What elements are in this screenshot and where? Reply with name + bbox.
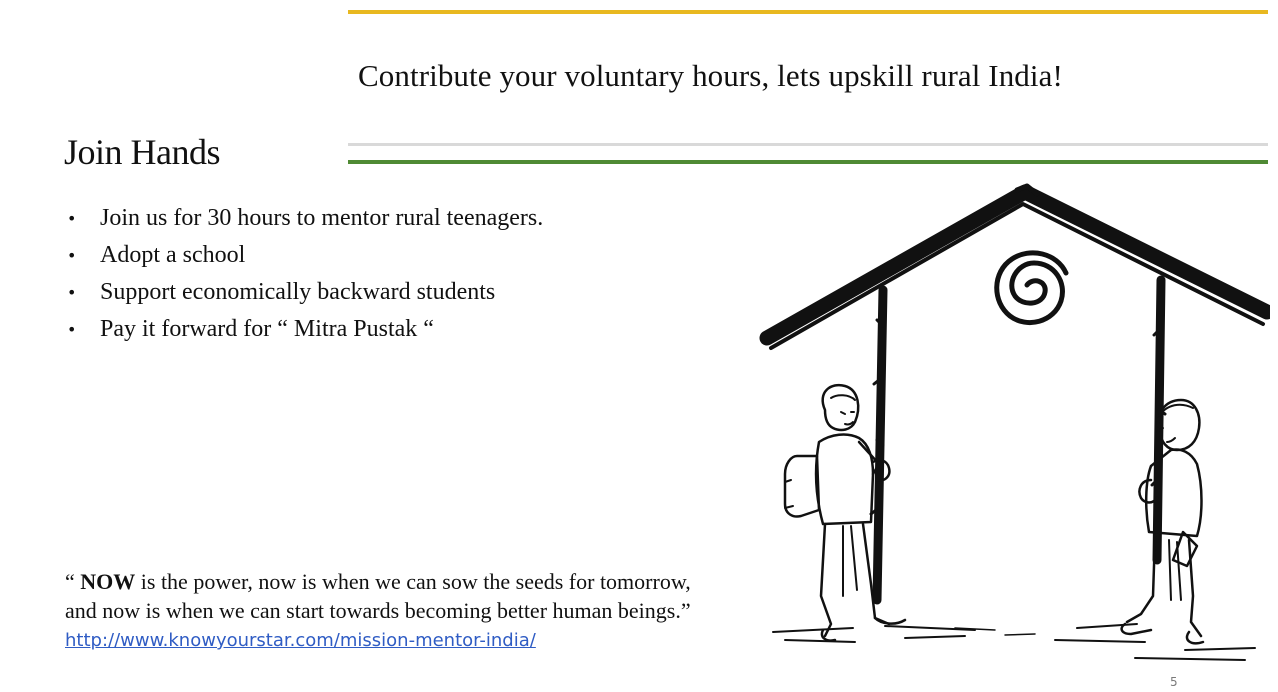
bullet-dot-icon: • xyxy=(67,246,77,265)
green-divider-rule xyxy=(348,160,1268,164)
house-sketch-icon xyxy=(755,180,1270,665)
slide-headline: Contribute your voluntary hours, lets upskill rural India! xyxy=(358,58,1063,93)
source-link[interactable]: http://www.knowyourstar.com/mission-mentor-india/ xyxy=(65,630,536,651)
gray-divider-rule xyxy=(348,143,1268,146)
bullet-item xyxy=(64,311,543,348)
quote-line-1 xyxy=(65,567,691,596)
top-accent-rule xyxy=(348,10,1268,14)
bullet-item xyxy=(64,274,543,311)
quote-line-2: and now is when we can start towards becoming better human beings.” xyxy=(65,598,691,623)
bullet-dot-icon: • xyxy=(67,283,77,302)
quote-open-mark: “ xyxy=(65,569,81,594)
slide-title: Join Hands xyxy=(64,132,220,172)
quote-line-1-text: is the power, now is when we can sow the seeds for tomorrow, xyxy=(135,569,691,594)
bullet-dot-icon: • xyxy=(67,209,77,228)
quote-block xyxy=(65,567,691,625)
page-number: 5 xyxy=(1170,675,1178,689)
bullet-text: Adopt a school xyxy=(100,242,246,268)
bullet-dot-icon: • xyxy=(67,320,77,339)
bullet-item xyxy=(64,237,543,274)
bullet-list xyxy=(64,200,543,348)
bullet-text: Join us for 30 hours to mentor rural teenagers. xyxy=(100,205,544,231)
bullet-text: Support economically backward students xyxy=(100,279,496,305)
quote-emphasis: NOW xyxy=(80,569,136,594)
house-sketch-illustration xyxy=(755,180,1270,665)
bullet-text: Pay it forward for “ Mitra Pustak “ xyxy=(100,316,434,342)
bullet-item xyxy=(64,200,543,237)
